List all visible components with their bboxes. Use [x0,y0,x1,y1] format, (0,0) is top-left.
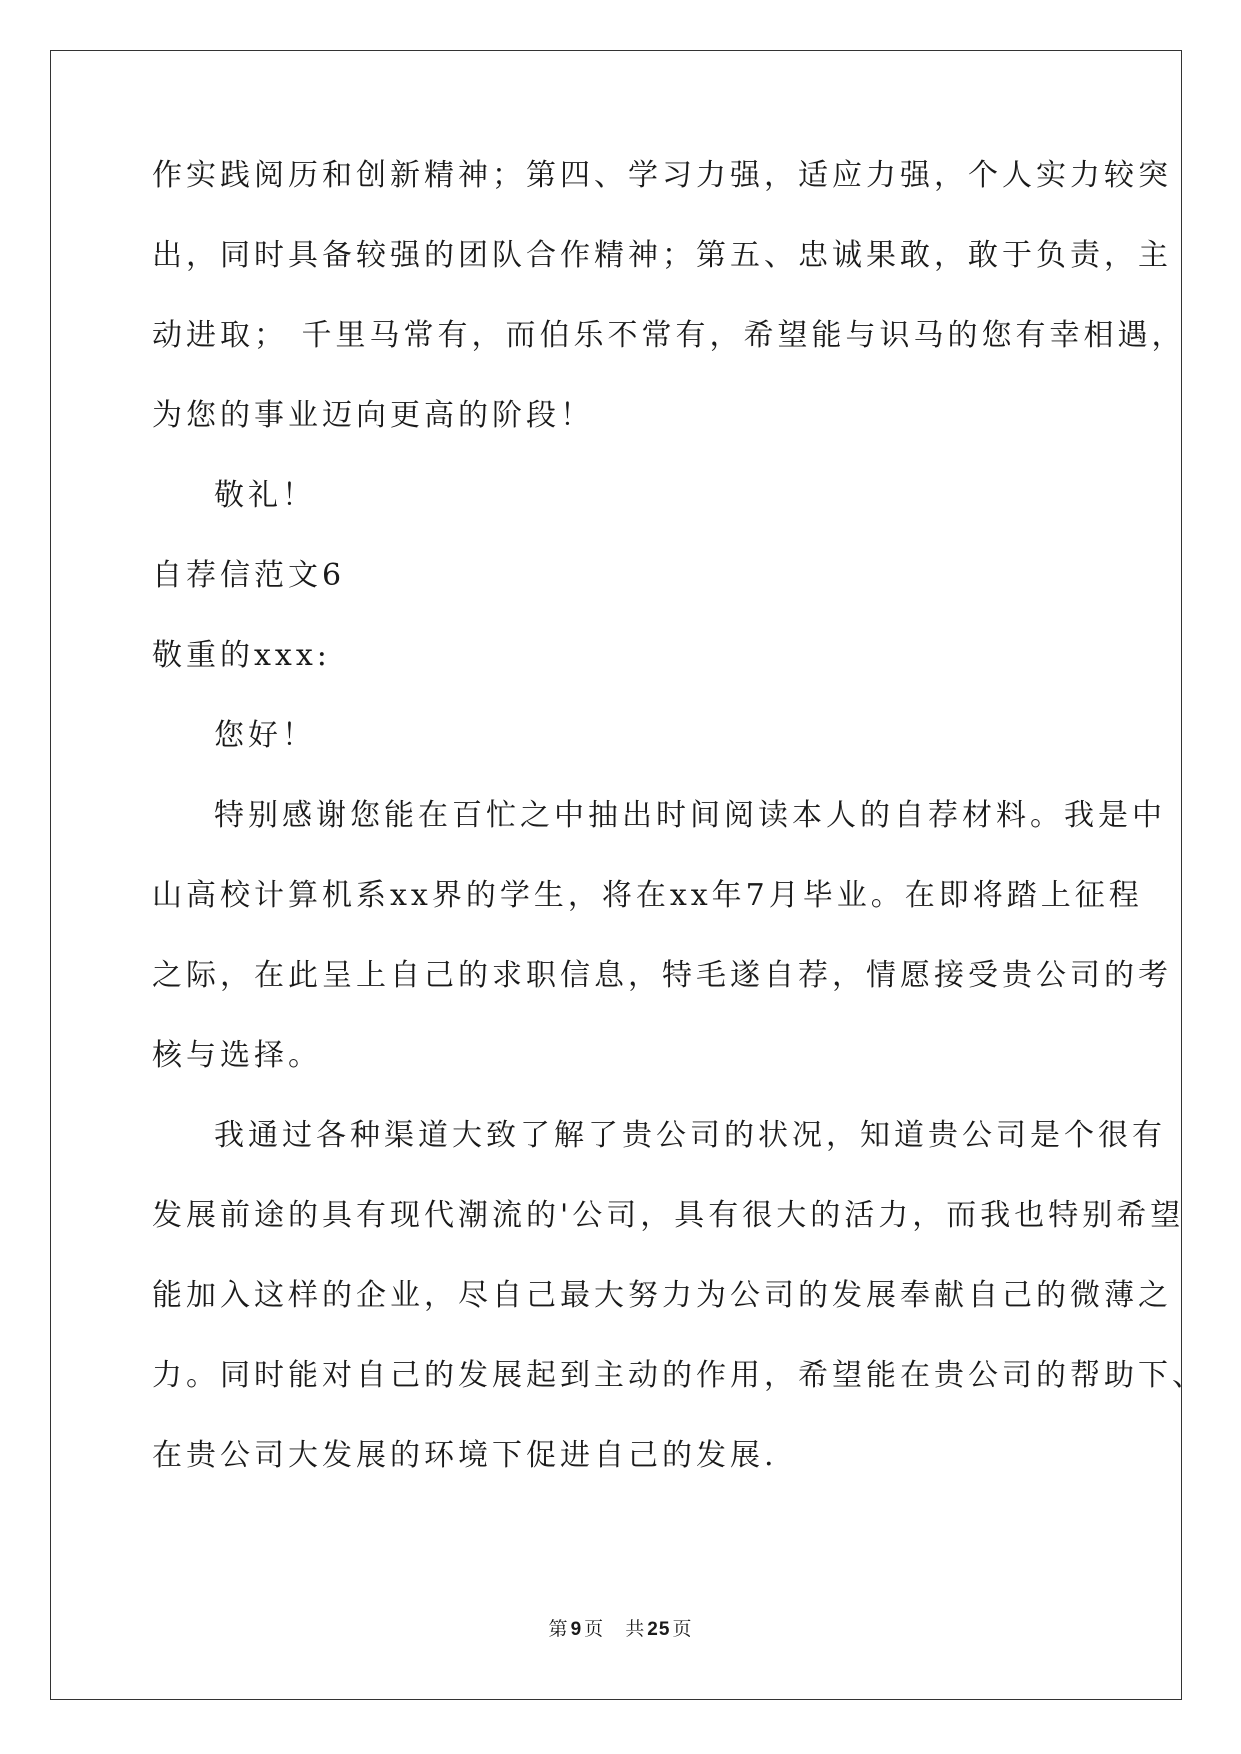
body-line: 出，同时具备较强的团队合作精神；第五、忠诚果敢，敢于负责，主 [152,238,1172,273]
total-page-number: 25 [647,1619,671,1640]
footer-page-suffix: 页 [584,1618,605,1640]
letter-salutation: 敬重的xxx: [152,638,331,673]
body-line: 之际，在此呈上自己的求职信息，特毛遂自荐，情愿接受贵公司的考 [152,958,1172,993]
closing-salutation: 敬礼！ [214,478,316,513]
page-footer [0,1614,1241,1641]
footer-total-prefix: 共 [625,1618,646,1640]
section-heading: 自荐信范文6 [152,558,346,593]
body-line: 动进取； 千里马常有，而伯乐不常有，希望能与识马的您有幸相遇， [152,318,1186,353]
body-line: 我通过各种渠道大致了解了贵公司的状况，知道贵公司是个很有 [214,1118,1166,1153]
footer-prefix: 第 [548,1618,569,1640]
body-line: 能加入这样的企业，尽自己最大努力为公司的发展奉献自己的微薄之 [152,1278,1172,1313]
body-line: 作实践阅历和创新精神；第四、学习力强，适应力强，个人实力较突 [152,158,1172,193]
body-line: 山高校计算机系xx界的学生，将在xx年7月毕业。在即将踏上征程 [152,878,1143,913]
body-line: 为您的事业迈向更高的阶段！ [152,398,594,433]
body-line: 核与选择。 [152,1038,322,1073]
body-line: 力。同时能对自己的发展起到主动的作用，希望能在贵公司的帮助下、 [152,1358,1206,1393]
body-line: 在贵公司大发展的环境下促进自己的发展. [152,1438,778,1473]
greeting: 您好！ [214,718,316,753]
current-page-number: 9 [570,1619,583,1640]
body-line: 特别感谢您能在百忙之中抽出时间阅读本人的自荐材料。我是中 [214,798,1166,833]
footer-total-suffix: 页 [672,1618,693,1640]
body-line: 发展前途的具有现代潮流的'公司，具有很大的活力，而我也特别希望 [152,1198,1185,1233]
